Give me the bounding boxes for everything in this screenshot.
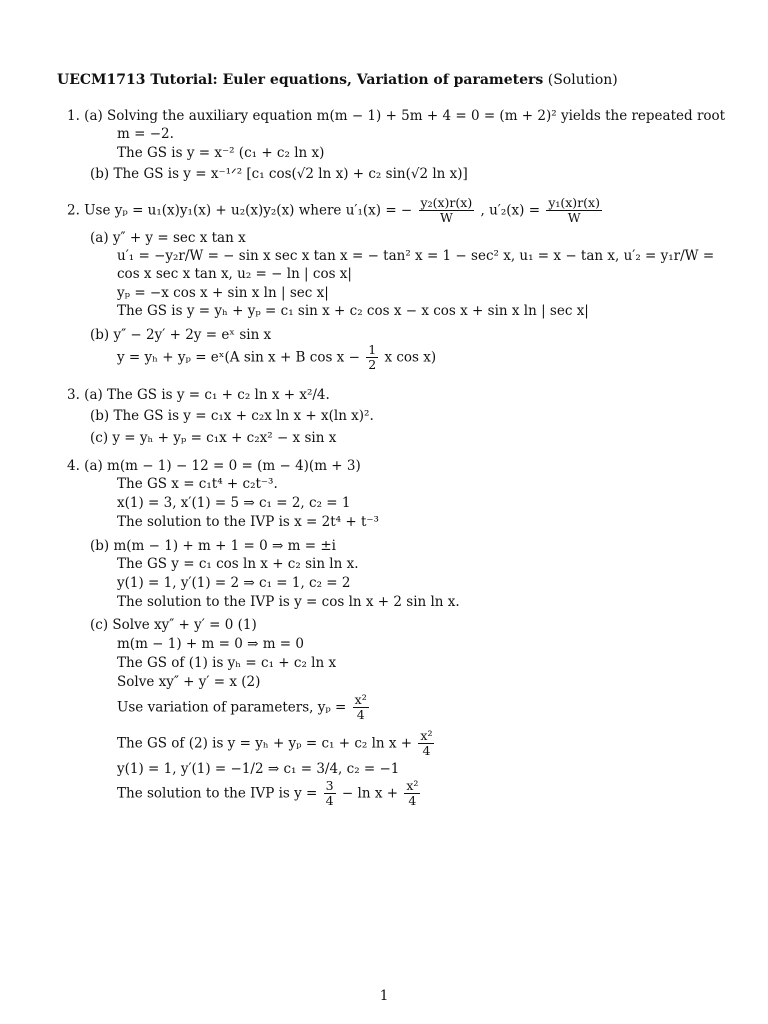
p4c-line8-text-b: − ln x + [341,785,399,802]
p2-intro [67,196,604,226]
p1a-line1: 1. (a) Solving the auxiliary equation m(m − 1) + 5m + 4 = 0 = (m + 2)² yields the repeated root [67,108,726,124]
p4c-line1: (c) Solve xy″ + y′ = 0 (1) [90,617,257,633]
p4a-line4: The solution to the IVP is x = 2t⁴ + t⁻³ [117,514,379,530]
p2a-line2: u′₁ = −y₂r/W = − sin x sec x tan x = − tan² x = 1 − sec² x, u₁ = x − tan x, u′₂ = y₁r/W = [117,248,715,264]
half-denominator: 2 [368,357,377,373]
p4a-line3: x(1) = 3, x′(1) = 5 ⇒ c₁ = 2, c₂ = 1 [117,495,351,511]
ivp-fraction2-numerator: x² [406,778,419,793]
u2-denominator: W [546,210,602,225]
ivp-x-squared-fraction [404,779,420,809]
p2a-line5: The GS is y = yₕ + yₚ = c₁ sin x + c₂ cos x − x cos x + sin x ln | sec x| [117,303,589,319]
p1a-line2: m = −2. [117,126,174,142]
p4a-line2: The GS x = c₁t⁴ + c₂t⁻³. [117,476,278,492]
p3c-line: (c) y = yₕ + yₚ = c₁x + c₂x² − x sin x [90,430,337,446]
half-fraction [366,343,378,373]
p4c-line5 [117,693,371,723]
p4b-line4: The solution to the IVP is y = cos ln x + 2 sin ln x. [117,594,460,610]
p4c-line6-text: The GS of (2) is y = yₕ + yₚ = c₁ + c₂ ln x + [117,735,413,752]
gs2-fraction [418,729,434,759]
p2a-line3: cos x sec x tan x, u₂ = − ln | cos x| [117,266,352,282]
title-suffix: (Solution) [543,72,618,88]
ivp-three-quarters-fraction [324,779,336,809]
ivp-fraction2-denominator: 4 [404,793,420,808]
p2b-line2 [117,343,436,373]
ivp-fraction1-numerator: 3 [325,778,334,793]
ivp-fraction1-denominator: 4 [325,793,334,809]
p1b-line: (b) The GS is y = x⁻¹ᐟ² [c₁ cos(√2 ln x) + c₂ sin(√2 ln x)] [90,166,468,182]
gs2-numerator: x² [420,728,433,743]
p4b-line1: (b) m(m − 1) + m + 1 = 0 ⇒ m = ±i [90,538,336,554]
p4c-line8-text-a: The solution to the IVP is y = [117,785,318,802]
u1-denominator: W [419,210,475,225]
p4c-line7: y(1) = 1, y′(1) = −1/2 ⇒ c₁ = 3/4, c₂ = −1 [117,761,400,777]
u1-numerator: y₂(x)r(x) [420,195,473,210]
p4c-line5-text: Use variation of parameters, yₚ = [117,699,347,716]
p4a-line1: 4. (a) m(m − 1) − 12 = 0 = (m − 4)(m + 3) [67,458,361,474]
p4c-line4: Solve xy″ + y′ = x (2) [117,674,261,690]
p4c-line8 [117,779,422,809]
p2-intro-mid: , u′₂(x) = [480,202,541,219]
u2-prime-fraction [546,196,602,226]
p4b-line2: The GS y = c₁ cos ln x + c₂ sin ln x. [117,556,359,572]
p4c-line3: The GS of (1) is yₕ = c₁ + c₂ ln x [117,655,337,671]
u1-prime-fraction [419,196,475,226]
p2b-text-b: x cos x) [384,349,437,366]
p2b-line1: (b) y″ − 2y′ + 2y = eˣ sin x [90,327,272,343]
yp-denominator: 4 [353,707,369,722]
p2a-line4: yₚ = −x cos x + sin x ln | sec x| [117,285,329,301]
p3a-line: 3. (a) The GS is y = c₁ + c₂ ln x + x²/4. [67,387,330,403]
p2a-line1: (a) y″ + y = sec x tan x [90,230,246,246]
p2b-text-a: y = yₕ + yₚ = eˣ(A sin x + B cos x − [117,349,360,366]
page-number: 1 [379,988,389,1004]
p4b-line3: y(1) = 1, y′(1) = 2 ⇒ c₁ = 1, c₂ = 2 [117,575,351,591]
u2-numerator: y₁(x)r(x) [548,195,600,210]
yp-numerator: x² [354,692,367,707]
p3b-line: (b) The GS is y = c₁x + c₂x ln x + x(ln x)². [90,408,374,424]
p4c-line6 [117,729,436,759]
p4c-line2: m(m − 1) + m = 0 ⇒ m = 0 [117,636,304,652]
title-bold: UECM1713 Tutorial: Euler equations, Variation of parameters [57,72,544,88]
half-numerator: 1 [368,342,377,357]
yp-fraction [353,693,369,723]
document-title [57,71,618,89]
p1a-line3: The GS is y = x⁻² (c₁ + c₂ ln x) [117,145,325,161]
gs2-denominator: 4 [418,743,434,758]
p2-intro-text: 2. Use yₚ = u₁(x)y₁(x) + u₂(x)y₂(x) where u′₁(x) = − [67,202,413,219]
